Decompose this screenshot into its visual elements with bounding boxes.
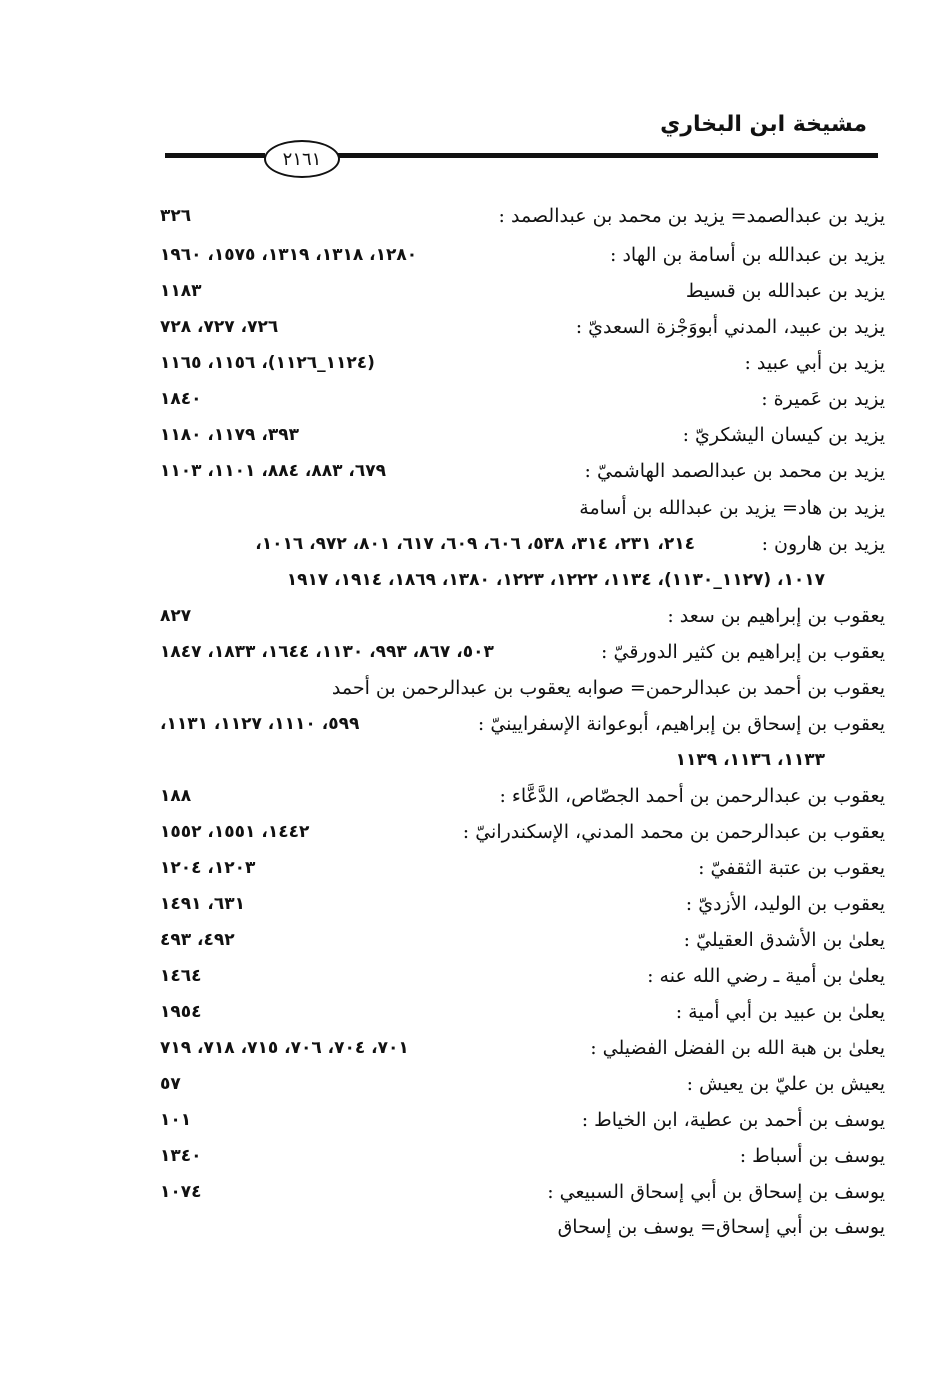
entry-name: يزيد بن عبدالله بن أسامة بن الهاد :	[610, 244, 885, 266]
index-entry	[160, 1030, 885, 1066]
index-entry	[160, 490, 885, 526]
entry-references: ٣٩٣، ١١٧٩، ١١٨٠	[160, 425, 299, 445]
entry-name: يعقوب بن أحمد بن عبدالرحمن= صوابه يعقوب بن عبدالرحمن بن أحمد	[331, 677, 885, 699]
entry-name: يعقوب بن عبدالرحمن بن أحمد الجصّاص، الدَّعَّاء :	[499, 785, 885, 807]
entry-name: يزيد بن هارون :	[761, 533, 885, 555]
entry-name: يزيد بن أبي عبيد :	[744, 352, 885, 374]
entry-references: ١٣٤٠	[160, 1146, 202, 1166]
entry-name: يزيد بن هاد= يزيد بن عبدالله بن أسامة	[579, 497, 885, 519]
entry-references: ١١٣٣، ١١٣٦، ١١٣٩	[675, 750, 825, 770]
entry-name: يعلىٰ بن أمية ـ رضي الله عنه :	[647, 965, 885, 987]
entry-references: ١٢٨٠، ١٣١٨، ١٣١٩، ١٥٧٥، ١٩٦٠	[160, 245, 418, 265]
index-entry	[160, 1138, 885, 1174]
entry-references: ٣٢٦	[160, 206, 192, 226]
entry-name: يعلىٰ بن الأشدق العقيليّ :	[683, 929, 885, 951]
index-entry	[160, 958, 885, 994]
index-entry	[160, 453, 885, 489]
entry-name: يعلىٰ بن عبيد بن أبي أمية :	[675, 1001, 885, 1023]
header-rule-left	[165, 153, 265, 158]
index-entry	[160, 345, 885, 381]
index-entry	[160, 850, 885, 886]
index-entry	[160, 309, 885, 345]
entry-references: ٥٠٣، ٨٦٧، ٩٩٣، ١١٣٠، ١٦٤٤، ١٨٣٣، ١٨٤٧	[160, 642, 494, 662]
index-entry	[160, 381, 885, 417]
entry-references: ٦٣١، ١٤٩١	[160, 894, 246, 914]
entry-references: ١٢٠٣، ١٢٠٤	[160, 858, 256, 878]
page-number-badge	[264, 140, 340, 178]
entry-name: يعقوب بن إبراهيم بن سعد :	[667, 605, 885, 627]
header-rule-right	[336, 153, 878, 158]
entry-name: يزيد بن عبيد، المدني أبووَجْزة السعديّ :	[575, 316, 885, 338]
page-number: ٢١٦١	[282, 148, 322, 170]
entry-references: ١٩٥٤	[160, 1002, 202, 1022]
entry-references: ١٨٤٠	[160, 389, 202, 409]
entry-references: ١٤٤٢، ١٥٥١، ١٥٥٢	[160, 822, 310, 842]
running-header-title: مشيخة ابن البخاري	[660, 112, 867, 137]
entry-references: ٥٧	[160, 1074, 181, 1094]
index-entry	[160, 922, 885, 958]
entry-references: ٧٠١، ٧٠٤، ٧٠٦، ٧١٥، ٧١٨، ٧١٩	[160, 1038, 409, 1058]
index-entry	[160, 634, 885, 670]
index-entry	[160, 670, 885, 706]
index-entry	[160, 778, 885, 814]
index-entry	[160, 1066, 885, 1102]
entry-name: يوسف بن إسحاق بن أبي إسحاق السبيعي :	[547, 1181, 885, 1203]
index-entry	[160, 417, 885, 453]
entry-name: يعقوب بن إسحاق بن إبراهيم، أبوعوانة الإسفرايينيّ :	[477, 713, 885, 735]
index-entry	[160, 706, 885, 742]
index-entry	[160, 198, 885, 234]
entry-name: يعقوب بن إبراهيم بن كثير الدورقيّ :	[601, 641, 885, 663]
entry-references: ١٠١٧، (١١٢٧_١١٣٠)، ١١٣٤، ١٢٢٢، ١٢٢٣، ١٣٨٠، ١٨٦٩، ١٩١٤، ١٩١٧	[286, 570, 825, 590]
entry-references: ٢١٤، ٢٣١، ٣١٤، ٥٣٨، ٦٠٦، ٦٠٩، ٦١٧، ٨٠١، ٩٧٢، ١٠١٦،	[255, 534, 695, 554]
index-entry	[160, 742, 885, 778]
entry-name: يعيش بن عليّ بن يعيش :	[686, 1073, 885, 1095]
entry-name: يزيد بن كيسان اليشكريّ :	[682, 424, 885, 446]
entry-references: ٨٢٧	[160, 606, 192, 626]
entry-references: ٤٩٢، ٤٩٣	[160, 930, 235, 950]
index-entry	[160, 273, 885, 309]
index-entry	[160, 598, 885, 634]
index-entry	[160, 237, 885, 273]
index-entry	[160, 886, 885, 922]
entry-references: (١١٢٤_١١٢٦)، ١١٥٦، ١١٦٥	[160, 353, 375, 373]
entry-name: يزيد بن عَميرة :	[761, 388, 885, 410]
index-entry	[160, 814, 885, 850]
entry-references: ١٠١	[160, 1110, 192, 1130]
index-entry	[160, 562, 885, 598]
entry-name: يزيد بن عبدالله بن قسيط	[685, 280, 885, 302]
entry-references: ٥٩٩، ١١١٠، ١١٢٧، ١١٣١،	[160, 714, 360, 734]
entry-name: يعقوب بن عبدالرحمن بن محمد المدني، الإسكندرانيّ :	[462, 821, 885, 843]
entry-references: ٧٢٦، ٧٢٧، ٧٢٨	[160, 317, 279, 337]
index-entry	[160, 1209, 885, 1245]
entry-references: ١١٨٣	[160, 281, 202, 301]
entry-references: ٦٧٩، ٨٨٣، ٨٨٤، ١١٠١، ١١٠٣	[160, 461, 387, 481]
index-entry	[160, 526, 885, 562]
entry-name: يعقوب بن الوليد، الأزديّ :	[685, 893, 885, 915]
entry-name: يعلىٰ بن هبة الله بن الفضل الفضيلي :	[590, 1037, 885, 1059]
index-entry	[160, 1174, 885, 1210]
index-entry	[160, 994, 885, 1030]
entry-name: يزيد بن عبدالصمد= يزيد بن محمد بن عبدالصمد :	[498, 205, 885, 227]
entry-references: ١٤٦٤	[160, 966, 202, 986]
index-entry	[160, 1102, 885, 1138]
entry-name: يوسف بن أحمد بن عطية، ابن الخياط :	[581, 1109, 885, 1131]
entry-references: ١٠٧٤	[160, 1182, 202, 1202]
entry-name: يزيد بن محمد بن عبدالصمد الهاشميّ :	[584, 460, 885, 482]
entry-references: ١٨٨	[160, 786, 192, 806]
entry-name: يوسف بن أبي إسحاق= يوسف بن إسحاق	[557, 1216, 885, 1238]
entry-name: يعقوب بن عتبة الثقفيّ :	[698, 857, 885, 879]
entry-name: يوسف بن أسباط :	[739, 1145, 885, 1167]
